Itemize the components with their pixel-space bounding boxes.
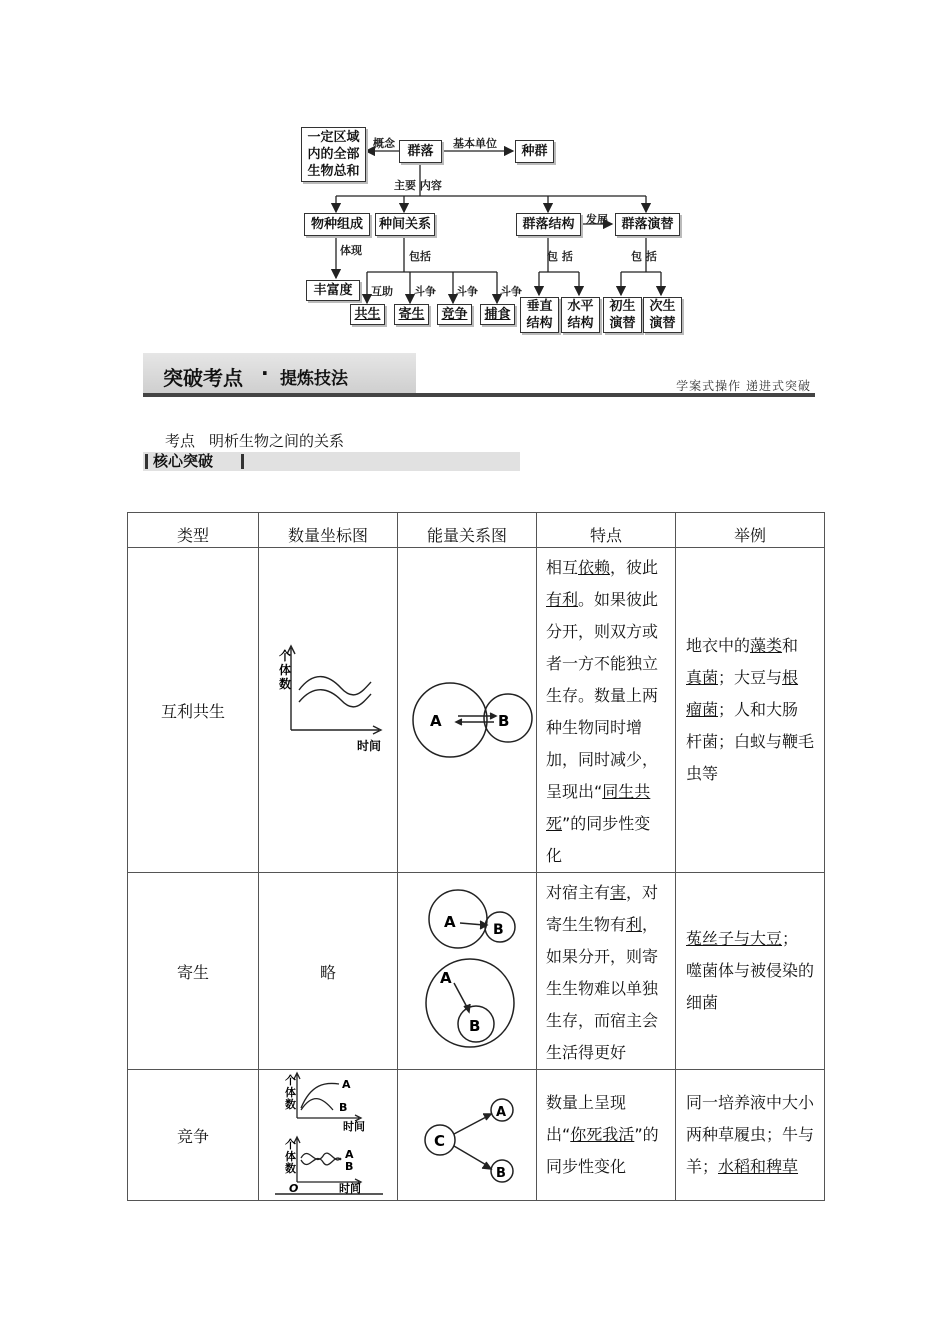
table-row: [128, 548, 825, 873]
edge-struggle-2: 斗争: [456, 285, 478, 298]
node-predation: 捕食: [480, 304, 515, 325]
header-type: 类型: [128, 513, 259, 548]
feature-key: 有利: [546, 590, 579, 609]
example-key: 藻类: [750, 636, 783, 655]
feature-key: 害: [610, 883, 627, 902]
feature-key: 依赖: [578, 558, 611, 577]
feature-key: 利: [626, 915, 643, 934]
primary-line-1: 初生: [609, 299, 636, 314]
node-secondary: [643, 297, 682, 333]
axis-y-1: 个: [285, 1074, 296, 1087]
node-horizontal: [561, 297, 600, 333]
feature-text: 对宿主有: [546, 883, 611, 902]
edge-struggle-1: 斗争: [414, 285, 436, 298]
node-primary: [603, 297, 642, 333]
table-row: [128, 1070, 825, 1201]
feature-text: ，如果分开，则寄生生物难以单独生存，而宿主会生活得更好: [546, 915, 659, 1062]
example-text: 地衣中的: [686, 636, 751, 655]
axis-y-3: 数: [285, 1162, 296, 1175]
edge-main-content: 主要 内容: [394, 179, 442, 192]
energy-b2: B: [469, 1017, 481, 1035]
feature-key: 你死我活: [570, 1125, 635, 1144]
edge-includes-1: 包括: [409, 250, 431, 263]
feature-text: ”的同步性变化: [546, 814, 651, 865]
energy-a: A: [496, 1105, 507, 1120]
node-richness: 丰富度: [306, 280, 360, 301]
example-cell: [676, 548, 825, 873]
banner-title: 突破考点: [163, 366, 243, 390]
node-mutualism: 共生: [350, 304, 385, 325]
edge-concept: 概念: [373, 137, 395, 150]
node-interspecific: 种间关系: [375, 213, 435, 236]
banner-subtitle: 提炼技法: [280, 369, 348, 389]
energy-c: C: [434, 1132, 446, 1150]
curve-b: B: [345, 1160, 354, 1173]
concept-map: [0, 0, 950, 345]
primary-line-2: 演替: [609, 316, 636, 331]
kaodian-text: 明析生物之间的关系: [209, 432, 345, 450]
axis-y-1: 个: [279, 649, 292, 663]
energy-b1: B: [493, 922, 504, 938]
edge-basic-unit: 基本单位: [453, 137, 497, 150]
feature-text: ，对寄生生物有: [546, 883, 659, 934]
type-cell: 互利共生: [128, 548, 259, 873]
header-graph: 数量坐标图: [259, 513, 398, 548]
secondary-line-1: 次生: [649, 299, 676, 314]
example-text: ；大豆与: [718, 668, 783, 687]
feature-cell: [537, 1070, 676, 1201]
parasitism-energy-diagram: [398, 875, 537, 1067]
horizontal-line-1: 水平: [567, 299, 594, 314]
vertical-line-2: 结构: [526, 316, 553, 331]
example-cell: [676, 1070, 825, 1201]
energy-cell: [398, 548, 537, 873]
banner-right-text: 学案式操作 递进式突破: [676, 379, 811, 393]
competition-energy-diagram: [398, 1070, 537, 1200]
header-example: 举例: [676, 513, 825, 548]
node-competition: 竞争: [437, 304, 472, 325]
node-structure: 群落结构: [516, 213, 581, 236]
graph-cell: [259, 548, 398, 873]
edge-embodies: 体现: [340, 244, 362, 257]
energy-cell: [398, 1070, 537, 1201]
definition-line-3: 生物总和: [307, 164, 360, 179]
curve-a: A: [345, 1148, 354, 1161]
edge-mutual-help: 互助: [371, 285, 393, 298]
axis-y-2: 体: [285, 1150, 296, 1163]
edge-struggle-3: 斗争: [500, 285, 522, 298]
core-right-mark: [241, 454, 244, 469]
definition-line-1: 一定区域: [307, 130, 360, 145]
node-species-composition: 物种组成: [304, 213, 370, 236]
example-key: 真菌: [686, 668, 719, 687]
axis-y-3: 数: [279, 677, 292, 691]
feature-text: ”的同步性变化: [546, 1125, 659, 1176]
kaodian-label: 考点: [165, 432, 196, 450]
header-energy: 能量关系图: [398, 513, 537, 548]
core-breakthrough-label: 核心突破: [153, 452, 214, 470]
table-header-row: [128, 513, 825, 548]
feature-key: 同生共死: [546, 782, 651, 833]
feature-cell: [537, 873, 676, 1070]
feature-text: 相互: [546, 558, 579, 577]
curve-b: B: [339, 1101, 348, 1114]
definition-line-2: 内的全部: [307, 147, 360, 162]
edge-includes-2: 包 括: [547, 250, 573, 263]
node-population: 种群: [515, 140, 554, 163]
graph-cell: 略: [259, 873, 398, 1070]
table-row: [128, 873, 825, 1070]
feature-text: 数量上呈现出“: [546, 1093, 627, 1144]
example-key: 根瘤菌: [686, 668, 799, 719]
kaodian-heading: [165, 430, 358, 451]
axis-x: 时间: [343, 1120, 365, 1133]
type-cell: 竞争: [128, 1070, 259, 1201]
competition-graph: [259, 1070, 398, 1200]
energy-a: A: [430, 712, 442, 730]
relations-table: [127, 512, 825, 1201]
energy-cell: [398, 873, 537, 1070]
example-text: 和: [782, 636, 799, 655]
origin: O: [289, 1182, 299, 1195]
header-feature: 特点: [537, 513, 676, 548]
node-succession: 群落演替: [615, 213, 680, 236]
example-text: ；人和大肠杆菌；白蚁与鞭毛虫等: [686, 700, 815, 783]
axis-x: 时间: [357, 739, 382, 753]
feature-cell: [537, 548, 676, 873]
horizontal-line-2: 结构: [567, 316, 594, 331]
banner-dot: ·: [261, 361, 269, 385]
energy-b: B: [496, 1166, 506, 1181]
axis-y-3: 数: [285, 1098, 296, 1111]
edge-develop: 发展: [586, 213, 608, 226]
example-text: 同一培养液中大小两种草履虫；牛与羊；: [686, 1093, 815, 1176]
node-vertical: [520, 297, 559, 333]
axis-y-2: 体: [285, 1086, 296, 1099]
curve-a: A: [342, 1078, 351, 1091]
type-cell: 寄生: [128, 873, 259, 1070]
example-cell: [676, 873, 825, 1070]
node-parasitism: 寄生: [394, 304, 429, 325]
graph-cell: [259, 1070, 398, 1201]
example-key: 水稻和稗草: [718, 1157, 799, 1176]
section-banner: [143, 353, 815, 399]
example-key: 菟丝子与大豆: [686, 929, 783, 948]
energy-b: B: [498, 712, 510, 730]
energy-a2: A: [440, 969, 452, 987]
node-definition: [301, 127, 366, 182]
axis-y-1: 个: [285, 1138, 296, 1151]
node-community: 群落: [399, 140, 442, 163]
core-breakthrough-bar: [143, 452, 520, 471]
feature-text: ，彼此: [610, 558, 659, 577]
core-left-mark: [145, 454, 148, 469]
axis-x: 时间: [339, 1182, 361, 1195]
edge-includes-3: 包 括: [631, 250, 657, 263]
secondary-line-2: 演替: [649, 316, 676, 331]
axis-y-2: 体: [279, 663, 292, 677]
example-text: ；噬菌体与被侵染的细菌: [686, 929, 815, 1012]
mutualism-energy-diagram: [398, 550, 537, 870]
energy-a1: A: [444, 913, 456, 931]
vertical-line-1: 垂直: [526, 299, 553, 314]
feature-text: 。如果彼此分开，则双方或者一方不能独立生存。数量上两种生物同时增加，同时减少，呈现出“: [546, 590, 659, 801]
mutualism-graph: [259, 550, 398, 870]
